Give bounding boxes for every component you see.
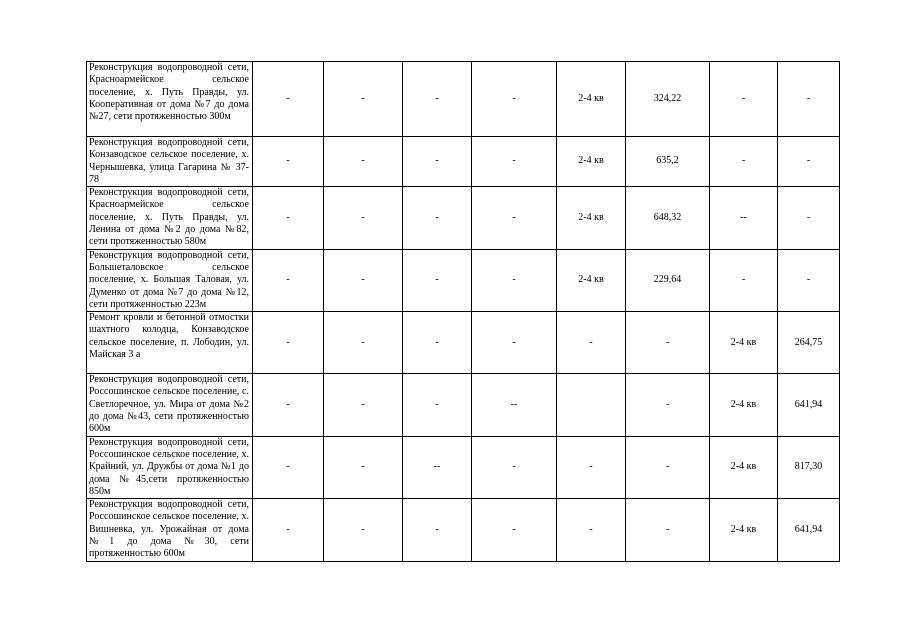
table-cell: 264,75 [778,312,840,374]
table-cell: - [253,249,324,311]
table-cell: - [778,62,840,137]
table-cell: - [253,436,324,498]
table-cell: - [324,436,403,498]
table-cell: - [557,312,626,374]
table-row [87,374,840,436]
table-cell: - [253,374,324,436]
table-cell: - [403,62,472,137]
table-cell: - [403,312,472,374]
table-cell: - [472,187,557,249]
table-row [87,187,840,249]
table-cell: - [472,312,557,374]
table-cell: - [472,499,557,561]
table-cell: -- [710,187,778,249]
work-description: Реконструкция водопроводной сети, Россошинское сельское поселение, с. Светлоречное, ул. Мира от дома №2 до дома №43, сети протяженностью 600м [87,374,253,436]
table-cell: 2-4 кв [710,436,778,498]
works-table [86,61,840,562]
table-cell: - [403,137,472,187]
table-cell: 2-4 кв [557,249,626,311]
table-cell: - [324,312,403,374]
table-cell: - [324,249,403,311]
table-cell: - [253,187,324,249]
table-row [87,499,840,561]
table-cell: 817,30 [778,436,840,498]
table-cell: 641,94 [778,499,840,561]
table-cell: 635,2 [626,137,710,187]
table-cell: - [253,312,324,374]
table-cell: - [472,62,557,137]
table-cell: - [403,499,472,561]
table-cell: 648,32 [626,187,710,249]
table-cell: - [403,374,472,436]
table-row [87,62,840,137]
table-cell: 324,22 [626,62,710,137]
table-cell: - [778,249,840,311]
work-description: Реконструкция водопроводной сети, Россошинское сельское поселение, х. Крайний, ул. Дружбы от дома №1 до дома №45,сети протяженностью 850м [87,436,253,498]
table-cell: 2-4 кв [557,137,626,187]
table-cell: 2-4 кв [710,499,778,561]
table-row [87,312,840,374]
work-description: Реконструкция водопроводной сети, Красноармейское сельское поселение, х. Путь Правды, ул. Кооперативная от дома №7 до дома №27, сети протяженностью 300м [87,62,253,137]
table-cell: - [324,374,403,436]
table-cell: 2-4 кв [710,312,778,374]
table-cell: - [557,436,626,498]
table-cell: - [557,499,626,561]
table-cell: - [253,137,324,187]
table-row [87,249,840,311]
table-cell: - [253,499,324,561]
table-cell: - [403,187,472,249]
table-cell: - [710,62,778,137]
work-description: Реконструкция водопроводной сети, Красноармейское сельское поселение, х. Путь Правды, ул. Ленина от дома №2 до дома №82, сети протяженностью 580м [87,187,253,249]
table-row [87,436,840,498]
table-cell: -- [403,436,472,498]
table-cell: - [403,249,472,311]
table-cell: - [626,312,710,374]
work-description: Реконструкция водопроводной сети, Большеталовское сельское поселение, х. Большая Таловая, ул. Думенко от дома №7 до дома №12, сети протяженностью 223м [87,249,253,311]
table-cell: - [710,137,778,187]
work-description: Реконструкция водопроводной сети, Конзаводское сельское поселение, х. Чернышевка, улица Гагарина № 37-78 [87,137,253,187]
table-cell: 2-4 кв [710,374,778,436]
work-description: Ремонт кровли и бетонной отмостки шахтного колодца, Конзаводское сельское поселение, п. Лободин, ул. Майская 3 а [87,312,253,374]
table-cell: - [324,62,403,137]
table-cell: - [626,374,710,436]
table-cell: - [778,137,840,187]
table-cell: - [626,499,710,561]
table-cell: - [626,436,710,498]
work-description: Реконструкция водопроводной сети, Россошинское сельское поселение, х. Вишневка, ул. Урожайная от дома №1 до дома №30, сети протяженностью 600м [87,499,253,561]
table-cell: 2-4 кв [557,62,626,137]
table-cell: - [472,249,557,311]
table-cell: 2-4 кв [557,187,626,249]
table-cell: 229,64 [626,249,710,311]
table-cell: - [472,436,557,498]
table-cell: - [253,62,324,137]
table-cell: 641,94 [778,374,840,436]
table-cell: - [324,137,403,187]
table-cell: - [324,187,403,249]
table-cell: - [778,187,840,249]
table-cell: - [472,137,557,187]
table-cell: - [710,249,778,311]
table-cell [557,374,626,436]
table-cell: - [324,499,403,561]
table-cell: -- [472,374,557,436]
table-row [87,137,840,187]
